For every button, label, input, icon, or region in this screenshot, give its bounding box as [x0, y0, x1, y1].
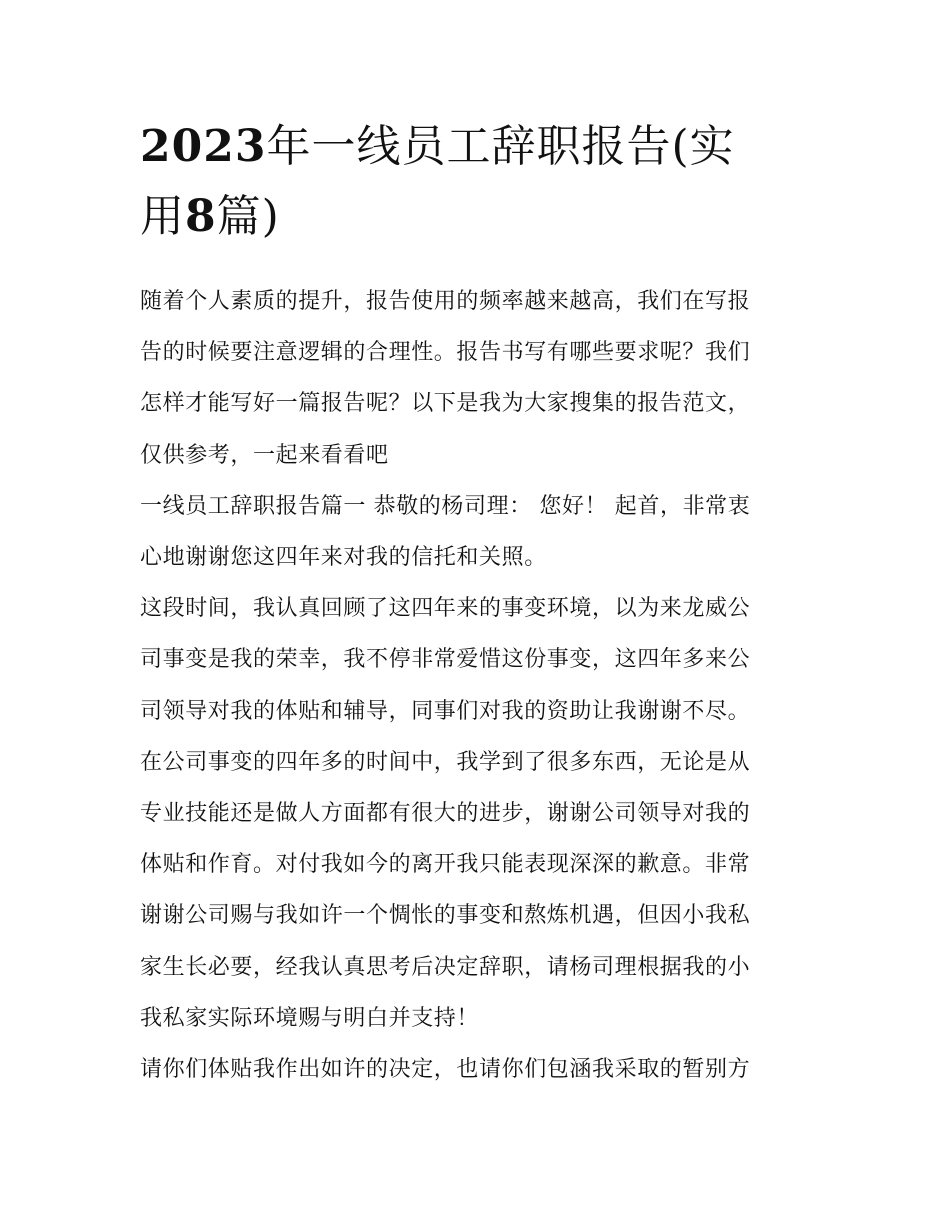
document-body — [140, 276, 820, 1095]
title-text-2b: 篇) — [216, 191, 280, 242]
text-line: 在公司事变的四年多的时间中，我学到了很多东西，无论是从 — [140, 749, 751, 775]
text-line: 一线员工辞职报告篇一 恭敬的杨司理： 您好！ 起首，非常衷 — [140, 493, 751, 519]
document-title — [140, 112, 820, 252]
paragraph-review — [140, 583, 820, 737]
title-line-2 — [140, 182, 820, 252]
text-line: 告的时候要注意逻辑的合理性。报告书写有哪些要求呢？我们 — [140, 340, 751, 366]
text-line: 专业技能还是做人方面都有很大的进步，谢谢公司领导对我的 — [140, 801, 751, 827]
paragraph-gratitude — [140, 737, 820, 1044]
text-line: 怎样才能写好一篇报告呢？以下是我为大家搜集的报告范文， — [140, 391, 751, 417]
text-line: 我私家实际环境赐与明白并支持！ — [140, 1005, 480, 1031]
text-line: 司事变是我的荣幸，我不停非常爱惜这份事变，这四年多来公 — [140, 647, 751, 673]
paragraph-intro — [140, 276, 820, 481]
text-line: 体贴和作育。对付我如今的离开我只能表现深深的歉意。非常 — [140, 852, 751, 878]
title-text-1: 年一线员工辞职报告(实 — [266, 121, 735, 172]
paragraph-request — [140, 1044, 820, 1095]
title-line-1 — [140, 112, 820, 182]
text-line: 随着个人素质的提升，报告使用的频率越来越高，我们在写报 — [140, 289, 751, 314]
text-line: 司领导对我的体贴和辅导，同事们对我的资助让我谢谢不尽。 — [140, 698, 751, 724]
document-page — [140, 112, 820, 1095]
title-text-2a: 用 — [140, 191, 185, 242]
paragraph-salutation — [140, 481, 820, 583]
text-line: 谢谢公司赐与我如许一个惆怅的事变和熬炼机遇，但因小我私 — [140, 903, 751, 929]
title-year: 2023 — [140, 121, 267, 172]
text-line: 这段时间，我认真回顾了这四年来的事变环境，以为来龙威公 — [140, 596, 751, 622]
text-line: 仅供参考，一起来看看吧 — [140, 442, 389, 468]
text-line: 心地谢谢您这四年来对我的信托和关照。 — [140, 545, 547, 571]
text-line: 请你们体贴我作出如许的决定，也请你们包涵我采取的暂别方 — [140, 1057, 751, 1083]
text-line: 家生长必要，经我认真思考后决定辞职，请杨司理根据我的小 — [140, 954, 751, 980]
title-count: 8 — [185, 191, 217, 242]
